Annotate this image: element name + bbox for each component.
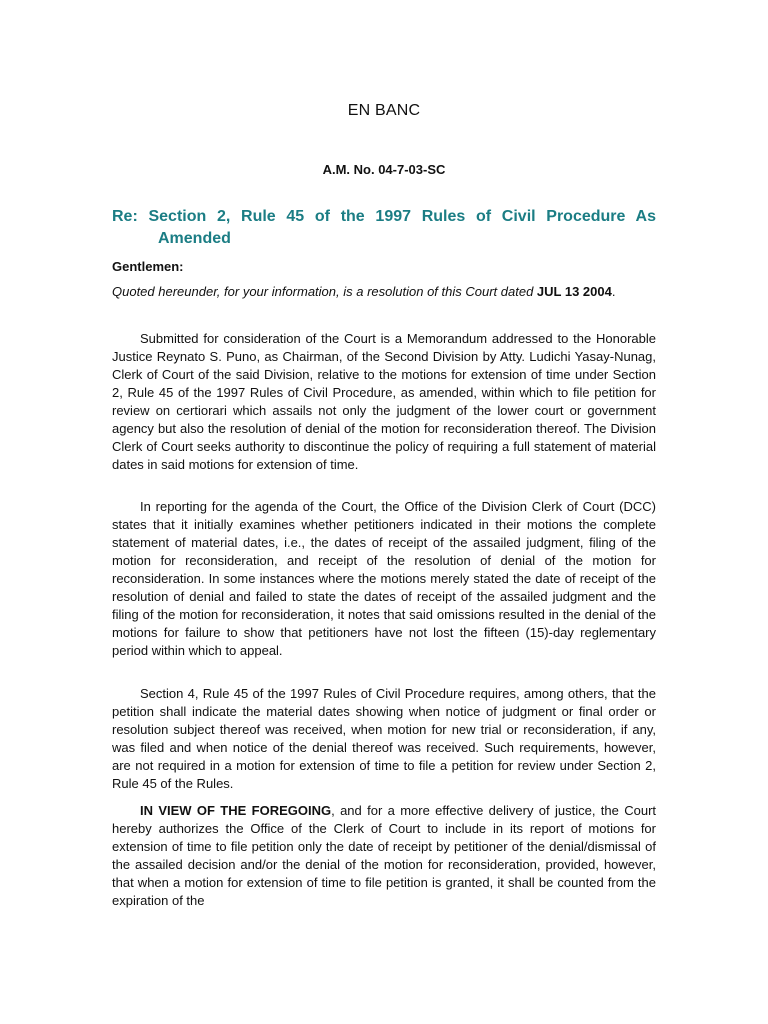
subject-line-1: Re: Section 2, Rule 45 of the 1997 Rules of Civil Procedure As: [112, 208, 656, 225]
intro-end: .: [611, 284, 616, 299]
foregoing-lead: IN VIEW OF THE FOREGOING: [140, 803, 332, 818]
body-paragraph-3: Section 4, Rule 45 of the 1997 Rules of Civil Procedure requires, among others, that the petition shall indicate the material dates showing when notice of judgment or final order or resolution subject thereof was received, when motion for new trial or reconsideration, if any, was filed and when notice of the denial thereof was received. Such requirements, however, are not required in a motion for extension of time to file a petition for review under Section 2, Rule 45 of the Rules.: [112, 686, 656, 791]
intro-paragraph: [112, 283, 656, 301]
subject-heading: [112, 206, 656, 250]
body-paragraph-4-text: , and for a more effective delivery of justice, the Court hereby authorizes the Office of the Clerk of Court to include in its report of motions for extension of time to file petition only the date of receipt by petitioner of the denial/dismissal of the assailed decision and/or the denial of the motion for reconsideration, provided, however, that when a motion for extension of time to file petition is granted, it shall be counted from the expiration of the: [112, 803, 657, 908]
resolution-date: JUL 13 2004: [536, 284, 612, 299]
body-paragraph-1: Submitted for consideration of the Court is a Memorandum addressed to the Honorable Justice Reynato S. Puno, as Chairman, of the Second Division by Atty. Ludichi Yasay-Nunag, Clerk of Court of the said Division, relative to the motions for extension of time under Section 2, Rule 45 of the 1997 Rules of Civil Procedure, as amended, within which to file petition for review on certiorari which assails not only the judgment of the lower court or government agency but also the resolution of denial of the motion for reconsideration thereof. The Division Clerk of Court seeks authority to discontinue the policy of requiring a full statement of material dates in said motions for extension of time.: [112, 331, 656, 472]
salutation: Gentlemen:: [112, 259, 184, 274]
body-paragraph-2: In reporting for the agenda of the Court, the Office of the Division Clerk of Court (DCC) states that it initially examines whether petitioners indicated in their motions the complete statement of material dates, i.e., the dates of receipt of the assailed judgment, filing of the motion for reconsideration, and receipt of the resolution of denial of the motion for reconsideration. In some instances where the motions merely stated the date of receipt of the resolution of denial and failed to state the dates of receipt of the assailed judgment and the filing of the motion for reconsideration, it notes that said omissions resulted in the denial of the motions for failure to show that petitioners have not lost the fifteen (15)-day reglementary period within which to appeal.: [112, 499, 656, 658]
case-number: A.M. No. 04-7-03-SC: [322, 162, 446, 177]
division-heading: EN BANC: [347, 102, 421, 119]
subject-line-2: Amended: [158, 230, 231, 247]
body-paragraph-4: [112, 802, 656, 910]
intro-text: Quoted hereunder, for your information, is a resolution of this Court dated: [112, 284, 537, 299]
